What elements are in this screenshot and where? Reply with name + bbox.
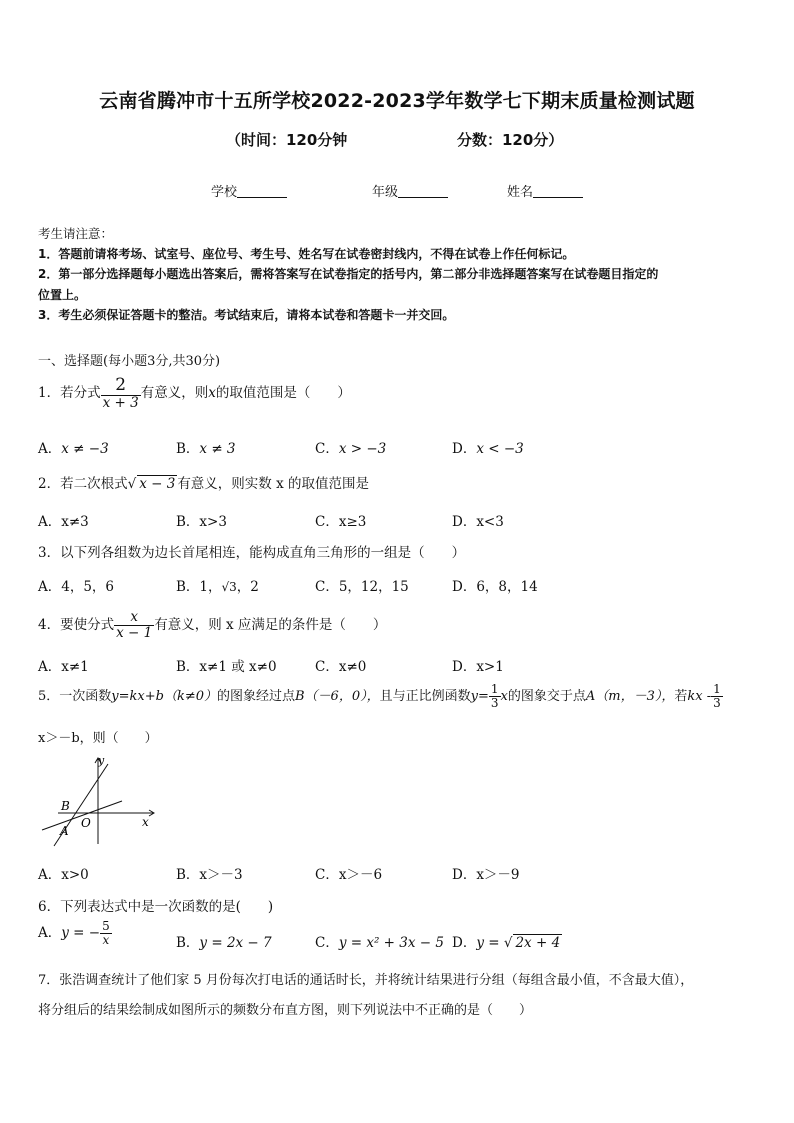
notice-item-2-cont: 位置上。 xyxy=(38,288,87,302)
question-4 xyxy=(38,610,386,641)
q5-graph xyxy=(36,752,166,848)
q2-option-d[interactable]: D．x<3 xyxy=(452,514,504,530)
q5-option-b[interactable]: B．x＞－3 xyxy=(176,867,243,883)
q2-option-b[interactable]: B．x>3 xyxy=(176,514,227,530)
q4-text: 有意义，则 x 应满足的条件是（ ） xyxy=(154,616,387,633)
question-7-line2: 将分组后的结果绘制成如图所示的频数分布直方图，则下列说法中不正确的是（ ） xyxy=(38,1003,533,1018)
page-title: 云南省腾冲市十五所学校2022-2023学年数学七下期末质量检测试题 xyxy=(99,90,695,112)
q2-prefix: 2．若二次根式 xyxy=(38,476,128,492)
q2-radical: √ x − 3 xyxy=(127,476,176,492)
notice-heading: 考生请注意： xyxy=(38,226,114,241)
q4-option-c[interactable]: C．x≠0 xyxy=(315,659,367,675)
q2-option-a[interactable]: A．x≠3 xyxy=(38,514,89,530)
q2-radicand: x − 3 xyxy=(139,476,176,492)
question-6: 6．下列表达式中是一次函数的是( ) xyxy=(38,899,274,915)
q1-text: 有意义，则 xyxy=(140,384,209,401)
q6-option-b[interactable]: B．y = 2x − 7 xyxy=(176,935,272,951)
y-axis-label: y xyxy=(98,754,105,767)
q4-prefix: 4．要使分式 xyxy=(38,616,115,633)
grade-label: 年级 xyxy=(372,185,399,200)
question-1 xyxy=(38,376,351,411)
q4-option-d[interactable]: D．x>1 xyxy=(452,659,504,675)
q4-option-b[interactable]: B．x≠1 或 x≠0 xyxy=(176,659,277,675)
name-field xyxy=(507,181,583,200)
q6-option-d[interactable]: D．y = √ 2x + 4 xyxy=(452,935,561,951)
q6-option-c[interactable]: C．y = x² + 3x − 5 xyxy=(315,935,444,951)
q4-option-a[interactable]: A．x≠1 xyxy=(38,659,89,675)
q3-option-c[interactable]: C．5，12，15 xyxy=(315,579,409,595)
q2-option-c[interactable]: C．x≥3 xyxy=(315,514,367,530)
q3-option-b[interactable]: B．1，√3，2 xyxy=(176,579,259,595)
q1-option-c[interactable]: C．x > −3 xyxy=(315,441,387,457)
school-field xyxy=(211,181,287,200)
q5-option-c[interactable]: C．x＞－6 xyxy=(315,867,383,883)
q5-fraction-2: $\frac{1}{3}$ xyxy=(713,682,721,711)
name-label: 姓名 xyxy=(507,185,534,200)
question-5: 5．一次函数y=kx+b（k≠0）的图象经过点B（－6，0），且与正比例函数y= $\frac{1}{3}$ x的图象交于点A（m，－3），若kx - $\frac{1}{3}$ xyxy=(38,682,721,711)
point-b-label: B xyxy=(61,799,70,813)
q6-option-a[interactable]: A．y = − $\frac{5}{x}$ xyxy=(38,919,110,948)
q5-option-d[interactable]: D．x＞－9 xyxy=(452,867,520,883)
school-blank xyxy=(237,184,287,198)
q1-fraction xyxy=(101,376,141,411)
q1-option-d[interactable]: D．x < −3 xyxy=(452,441,524,457)
q1-denominator: x + 3 xyxy=(102,394,139,411)
notice-item-3: 3．考生必须保证答题卡的整洁。考试结束后，请将本试卷和答题卡一并交回。 xyxy=(38,308,455,322)
point-a-label: A xyxy=(60,824,69,838)
q3-option-d[interactable]: D．6，8，14 xyxy=(452,579,538,595)
q4-fraction: $\frac{x}{x - 1}$ xyxy=(116,609,153,641)
question-5-line2: x＞－b，则（ ） xyxy=(38,731,158,746)
school-label: 学校 xyxy=(211,185,238,200)
q1-prefix: 1．若分式 xyxy=(38,384,101,401)
name-blank xyxy=(533,184,583,198)
notice-item-2: 2．第一部分选择题每小题选出答案后，需将答案写在试卷指定的括号内，第二部分非选择题答案写在试卷题目指定的 xyxy=(38,267,659,281)
question-7-line1: 7．张浩调查统计了他们家 5 月份每次打电话的通话时长，并将统计结果进行分组（每组含最小值，不含最大值）， xyxy=(38,973,694,988)
q3-option-a[interactable]: A．4，5，6 xyxy=(38,579,115,595)
exam-time: （时间：120分钟 xyxy=(226,131,348,149)
q5-fraction: $\frac{1}{3}$ xyxy=(490,682,499,711)
q1-text-2: 的取值范围是（ ） xyxy=(215,384,351,401)
question-2 xyxy=(38,472,369,492)
q1-numerator: 2 xyxy=(101,376,141,396)
grade-blank xyxy=(398,184,448,198)
question-3: 3．以下列各组数为边长首尾相连，能构成直角三角形的一组是（ ） xyxy=(38,545,466,561)
x-axis-label: x xyxy=(142,815,149,829)
section-heading: 一、选择题(每小题3分,共30分) xyxy=(38,354,221,369)
q1-var: x xyxy=(208,384,216,401)
q1-option-b[interactable]: B．x ≠ 3 xyxy=(176,441,236,457)
notice-item-1: 1．答题前请将考场、试室号、座位号、考生号、姓名写在试卷密封线内，不得在试卷上作任何标记。 xyxy=(38,247,575,261)
grade-field xyxy=(372,181,448,200)
q2-text: 有意义，则实数 x 的取值范围是 xyxy=(177,476,370,492)
exam-score: 分数：120分） xyxy=(457,131,564,149)
origin-label: O xyxy=(81,816,91,830)
q5-option-a[interactable]: A．x>0 xyxy=(38,867,89,883)
q1-option-a[interactable]: A．x ≠ −3 xyxy=(38,441,109,457)
